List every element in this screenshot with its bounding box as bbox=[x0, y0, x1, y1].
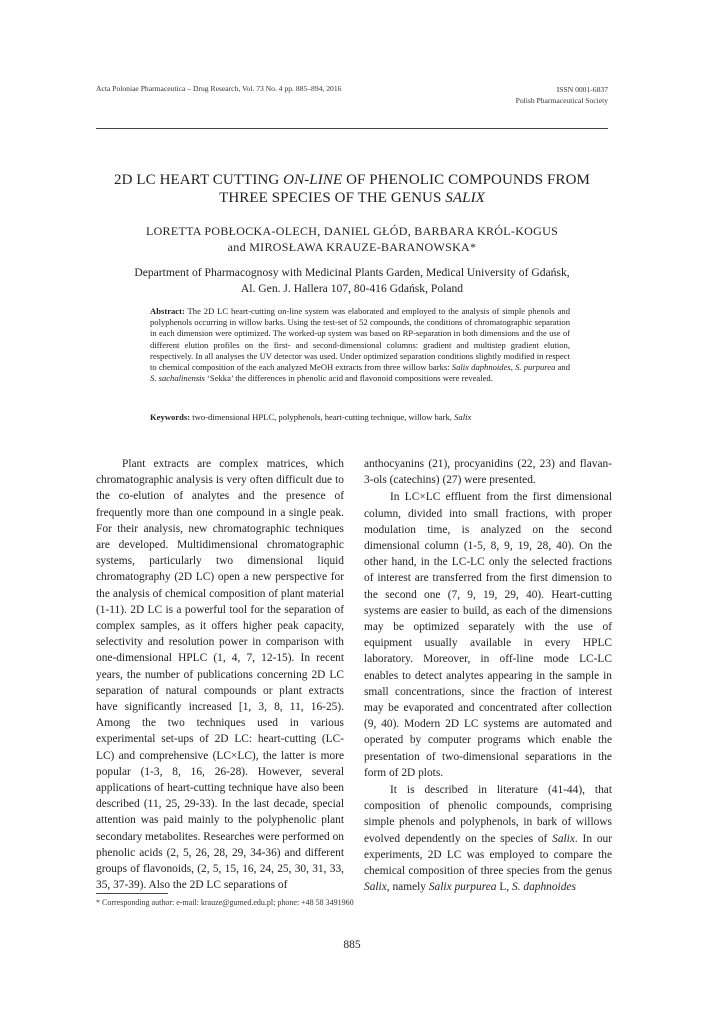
keywords: Keywords: two-dimensional HPLC, polyphenols, heart-cutting technique, willow bark, Salix bbox=[150, 412, 472, 422]
footnote: * Corresponding author: e-mail: krauze@gumed.edu.pl; phone: +48 58 3491960 bbox=[96, 898, 354, 907]
article-title bbox=[96, 171, 608, 207]
affiliation bbox=[96, 265, 608, 297]
header-divider bbox=[96, 128, 608, 129]
society: Polish Pharmaceutical Society bbox=[515, 96, 608, 105]
title-line-1: 2D LC HEART CUTTING ON-LINE OF PHENOLIC COMPOUNDS FROM bbox=[114, 172, 590, 188]
keywords-label: Keywords: bbox=[150, 412, 191, 422]
issn-header bbox=[516, 84, 608, 106]
authors-line-2: and MIROSŁAWA KRAUZE-BARANOWSKA* bbox=[227, 240, 477, 254]
paragraph: It is described in literature (41-44), that composition of phenolic compounds, comprising simple phenols and polyphenols, in bark of willows evolved dependently on the species of Salix. In our experiments, 2D LC was employed to compare the chemical composition of three species from the genus Salix, namely Salix purpurea L, S. daphnoides bbox=[364, 784, 612, 894]
body-column-right bbox=[364, 456, 612, 895]
title-line-2: THREE SPECIES OF THE GENUS SALIX bbox=[219, 190, 485, 206]
page-number: 885 bbox=[343, 939, 361, 951]
abstract: Abstract: The 2D LC heart-cutting on-line system was elaborated and employed to the analysis of simple phenols and polyphenols occurring in willow barks. Using the test-set of 52 compounds, the conditions of chromatographic separation in each dimension were optimized. The worked-up system was based on RP-separation in both dimensions and the use of different elution profiles on the first- and second-dimensional columns: gradient and multistep gradient elution, respectively. In all analyses the UV detector was used. Under optimized separation conditions slightly modified in respect to chemical composition of the each analyzed MeOH extracts from three willow barks: Salix daphnoides, S. purpurea and S. sachalinensis ‘Sekka’ the differences in phenolic acid and flavonoid compositions were revealed. bbox=[150, 306, 570, 384]
affiliation-line-1: Department of Pharmacognosy with Medicinal Plants Garden, Medical University of Gdańsk, bbox=[134, 266, 570, 279]
author-list bbox=[96, 223, 608, 255]
paragraph: Plant extracts are complex matrices, which chromatographic analysis is very often difficult due to the co-elution of analytes and the presence of frequently more than one compound in a single peak. For their analysis, new chromatographic techniques are developed. Multidimensional chromatographic systems, particularly two dimensional liquid chromatography (2D LC) open a new perspective for the analysis of chemical composition of plant material (1-11). 2D LC is a powerful tool for the separation of complex samples, as it offers higher peak capacity, selectivity and resolution power in comparison with one-dimensional HPLC (1, 4, 7, 12-15). In recent years, the number of publications concerning 2D LC separation of natural compounds or plant extracts have significantly increased [1, 3, 8, 11, 16-25). Among the two techniques used in various experimental set-ups of 2D LC: heart-cutting (LC-LC) and comprehensive (LC×LC), the latter is more popular (1-3, 8, 16, 26-28). However, several applications of heart-cutting technique have also been described (11, 25, 29-33). In the last decade, special attention was paid mainly to the polyphenolic plant secondary metabolites. Researches were performed on phenolic acids (2, 5, 26, 28, 29, 34-36) and different groups of flavonoids, (2, 5, 15, 16, 24, 25, 30, 31, 33, 35, 37-39). Also the 2D LC separations of bbox=[96, 458, 344, 892]
authors-line-1: LORETTA POBŁOCKA-OLECH, DANIEL GŁÓD, BARBARA KRÓL-KOGUS bbox=[145, 224, 559, 238]
journal-header: Acta Poloniae Pharmaceutica – Drug Research, Vol. 73 No. 4 pp. 885–894, 2016 bbox=[96, 84, 342, 93]
footnote-divider bbox=[96, 893, 168, 894]
abstract-label: Abstract: bbox=[150, 306, 185, 316]
paragraph: In LC×LC effluent from the first dimensional column, divided into small fractions, with proper modulation time, is analyzed on the second dimensional column (1-5, 8, 9, 19, 28, 40). On the other hand, in the LC-LC only the selected fractions of interest are transferred from the first dimension to the second one (7, 9, 19, 29, 40). Heart-cutting systems are easier to build, as each of the dimensions may be optimized separately with the use of equipment usually available in every HPLC laboratory. Moreover, in off-line mode LC-LC enables to detect analytes appearing in the sample in small concentrations, since the fraction of interest may be evaporated and concentrated after collection (9, 40). Modern 2D LC systems are automated and operated by computer programs which enable the presentation of two-dimensional separations in the form of 2D plots. bbox=[364, 491, 612, 779]
paragraph: anthocyanins (21), procyanidins (22, 23) and flavan-3-ols (catechins) (27) were presented. bbox=[364, 458, 612, 487]
issn: ISSN 0001-6837 bbox=[556, 85, 608, 94]
affiliation-line-2: Al. Gen. J. Hallera 107, 80-416 Gdańsk, Poland bbox=[240, 282, 464, 295]
body-column-left bbox=[96, 456, 344, 893]
